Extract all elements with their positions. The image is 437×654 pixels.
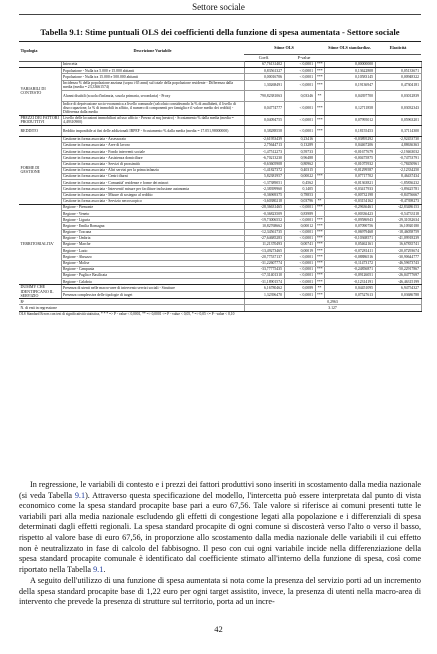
row-description: Regione - Veneto	[61, 211, 244, 217]
col-stime-ols: Stime OLS	[244, 42, 324, 55]
row-standardized: 0,07527613	[324, 292, 375, 299]
row-coefficient: 0,04094755	[244, 115, 284, 126]
row-pvalue: < 0,0001	[284, 126, 315, 137]
row-description: Regione - Campania	[61, 266, 244, 272]
row-description: Popolazione - Nulla tra 15.000 e 500.000 abitanti	[61, 74, 244, 80]
row-elasticity: -2,92453730	[375, 136, 421, 142]
row-elasticity: -42,83486153	[375, 204, 421, 210]
table-footnote: OLS Standard Errors con test di significatività statistica, * * * => P - value < 0,0001, ** => 0,0001 <= P - value < 0,05, * => 0,05 <= P - value < 0,10	[19, 311, 235, 316]
row-elasticity: 0,05963201	[375, 115, 421, 126]
row-elasticity: -1,78450961	[375, 161, 421, 167]
row-elasticity: 0,03012839	[375, 91, 421, 102]
row-pvalue: < 0,0001	[284, 254, 315, 260]
row-standardized: 0,18155453	[324, 126, 375, 137]
row-pvalue: < 0,0001	[284, 266, 315, 272]
row-coefficient: -1,41827372	[244, 167, 284, 173]
row-elasticity: -30,90644777	[375, 254, 421, 260]
table-title: Tabella 9.1: Stime puntuali OLS dei coefficienti della funzione di spesa aumentata - Settore sociale	[40, 27, 400, 37]
header-rule	[19, 14, 421, 15]
row-coefficient: 67,76131402	[244, 62, 284, 68]
row-description: Gestione in forma associata - Misure di sostegno al reddito	[61, 192, 244, 198]
row-coefficient: 0,04774777	[244, 101, 284, 115]
row-standardized: -0,09126051	[324, 272, 375, 278]
n-label: N. di enti in regressione	[19, 305, 244, 311]
row-significance: ***	[317, 205, 323, 210]
row-significance: **	[315, 198, 324, 204]
row-pvalue: < 0,0001	[284, 292, 315, 299]
row-description: Gestione in forma associata - Assessorato	[61, 136, 244, 142]
row-significance: ***	[317, 174, 323, 179]
row-significance: ***	[317, 261, 323, 266]
row-coefficient: 5,82381957	[244, 173, 284, 179]
row-pvalue: 0,00012	[284, 223, 315, 229]
table-row	[19, 126, 421, 137]
row-significance: ***	[317, 74, 323, 79]
row-elasticity: -50,22917867	[375, 266, 421, 272]
row-elasticity: 16,67835741	[375, 242, 421, 248]
row-elasticity: -46,46315199	[375, 279, 421, 285]
row-description: Regione - Liguria	[61, 217, 244, 223]
row-significance: ***	[317, 242, 323, 247]
row-standardized: 0,07995012	[324, 115, 375, 126]
row-description: Gestione in forma associata - Aree di lavoro	[61, 143, 244, 149]
row-standardized: 0,19136947	[324, 80, 375, 91]
page-number: 42	[214, 624, 223, 634]
row-coefficient: -0,36969375	[244, 192, 284, 198]
row-significance: **	[315, 91, 324, 102]
row-description: Regione - Marche	[61, 242, 244, 248]
row-coefficient: -13,49273465	[244, 248, 284, 254]
row-coefficient: -2,38399960	[244, 186, 284, 192]
row-standardized: 0,13622808	[324, 68, 375, 74]
row-standardized: -0,01363821	[324, 180, 375, 186]
row-description: Regione - Emilia Romagna	[61, 223, 244, 229]
row-pvalue: 0,83989	[284, 211, 315, 217]
row-coefficient: -27,64685283	[244, 235, 284, 241]
row-description: Livello delle locazioni immobiliari ad uso ufficio - Prezzo al mq (neutro) - Scostamento % dalla media (media = 4,49310900)	[61, 115, 244, 126]
row-elasticity: -2,12334250	[375, 167, 421, 173]
row-significance: ***	[317, 254, 323, 259]
row-standardized: 0,10583145	[324, 74, 375, 80]
row-standardized: -0,03417933	[324, 186, 375, 192]
row-standardized: -0,00475875	[324, 155, 375, 161]
row-description: Regione - Abruzzo	[61, 254, 244, 260]
row-coefficient: -6,70213230	[244, 155, 284, 161]
row-significance: ***	[315, 80, 324, 91]
row-pvalue: 0,0089	[284, 285, 315, 292]
row-significance: ***	[317, 230, 323, 235]
paragraph-2: A seguito dell'utilizzo di una funzione di spesa aumentata si nota come la presenza del servizio porti ad un incremento della spesa standard procapite base di 1,22 euro per ogni target assistito, invece, la presenza di utenti nella macro-area di intervento che prevede la presenza di strutture sul territorio, porta ad un incre-	[19, 576, 421, 607]
row-coefficient: -3,60380218	[244, 198, 284, 204]
row-significance: ***	[317, 273, 323, 278]
row-elasticity: -20,07293674	[375, 248, 421, 254]
row-pvalue: 0,00022	[284, 173, 315, 179]
row-standardized: -0,07281411	[324, 248, 375, 254]
row-description: Gestione in forma associata - Fondo interventi sociale	[61, 149, 244, 155]
row-description: Incidenza % della popolazione anziana (sopra i 65 anni) sul totale della popolazione residente - Differenza dalla media (media = 23,33661574)	[61, 80, 244, 91]
row-description: Gestione in forma associata - Servizi di prossimità	[61, 161, 244, 167]
row-elasticity: 0,05133671	[375, 68, 421, 74]
row-coefficient: 10,82768662	[244, 223, 284, 229]
row-elasticity: -1,85836232	[375, 180, 421, 186]
row-pvalue: < 0,0001	[284, 260, 315, 266]
row-coefficient: 790,82381063	[244, 91, 284, 102]
n-value: 3.127	[244, 305, 421, 311]
row-description: Gestione in forma associata - Assistenza domiciliare	[61, 155, 244, 161]
row-standardized: -0,01677679	[324, 149, 375, 155]
row-standardized: -0,11473172	[324, 260, 375, 266]
row-coefficient: -12,34561735	[244, 229, 284, 235]
row-coefficient: -31,22607774	[244, 260, 284, 266]
table-row	[19, 115, 421, 126]
row-coefficient: -19,73006552	[244, 217, 284, 223]
running-header: Settore sociale	[192, 2, 245, 12]
row-elasticity: 4,88636363	[375, 143, 421, 149]
row-pvalue: < 0,0001	[284, 80, 315, 91]
row-standardized: 0,12711858	[324, 101, 375, 115]
row-pvalue: < 0,0001	[284, 62, 315, 68]
col-stime-std: Stime OLS standardizz.	[324, 42, 375, 55]
row-pvalue: < 0,0001	[284, 279, 315, 285]
row-description: Popolazione - Nulla tra 5.000 e 15.000 abitanti	[61, 68, 244, 74]
paragraph-1-part-b: ). Attraverso questa specificazione del modello, l'intercetta può essere interpretata dal punto di vista economico come la spesa standard procapite base pari a euro 67,56. Tale valore si riferisce ai comuni presenti tutte le variabili pari alla media nazionale escludendo gli effetti di congestione legati alla popolazione e i differenziali di spesa determinati dagli effetti regionali. La spesa standard procapite di ogni comune si discosterà verso l'alto o verso il basso, rispetto al valore base di euro 67,56, in proporzione allo scostamento dalla media nazionale delle variabili il cui effetto non è neutralizzato in fase di calcolo del fabbisogno. Il peso con cui ogni variabile incide nella differenziazione della spesa standard procapite comunale è identificato dal coefficiente stimato all'interno della funzione di spesa, così come riportato nella Tabella	[19, 490, 421, 574]
row-significance: ***	[315, 115, 324, 126]
row-standardized: -0,08886516	[324, 254, 375, 260]
row-significance: ***	[317, 62, 323, 67]
row-standardized: 0,00000000	[324, 62, 375, 68]
row-description: Regione - Molise	[61, 260, 244, 266]
row-elasticity: 0,03686788	[375, 292, 421, 299]
row-coefficient: -2,61953439	[244, 136, 284, 142]
group-label: REDDITO	[19, 126, 61, 137]
paragraph-1-part-c: .	[103, 564, 106, 574]
row-elasticity: 0,00948322	[375, 74, 421, 80]
row-pvalue: < 0,0001	[284, 217, 315, 223]
row-elasticity: 0,37114300	[375, 126, 421, 137]
row-pvalue: 0,4562	[284, 180, 315, 186]
row-coefficient: -1,47512273	[244, 149, 284, 155]
row-coefficient: 0,83561327	[244, 68, 284, 74]
group-label: FORME DI GESTIONE	[19, 136, 61, 204]
row-description: Gestione in forma associata - Servizio necroscopico	[61, 198, 244, 204]
row-elasticity: -0,74753791	[375, 155, 421, 161]
row-elasticity: 0,47304181	[375, 80, 421, 91]
row-standardized: -0,09586943	[324, 217, 375, 223]
row-coefficient: 1,32396470	[244, 292, 284, 299]
row-standardized: -0,00336423	[324, 211, 375, 217]
row-coefficient: 11,21370493	[244, 242, 284, 248]
row-standardized: -0,24856871	[324, 266, 375, 272]
row-significance: ***	[317, 279, 323, 284]
row-description: Regione - Umbria	[61, 235, 244, 241]
row-pvalue: 0,23416	[284, 136, 315, 142]
table-row	[19, 80, 421, 91]
row-pvalue: 0,13289	[284, 143, 315, 149]
row-coefficient: 2,75644713	[244, 143, 284, 149]
table-row	[19, 91, 421, 102]
row-pvalue: < 0,0001	[284, 229, 315, 235]
row-elasticity: 0,03032343	[375, 101, 421, 115]
row-pvalue: 0,00019	[284, 248, 315, 254]
row-standardized: -0,03895292	[324, 136, 375, 142]
row-coefficient: -33,77775435	[244, 266, 284, 272]
col-coeff: Coeff.	[244, 55, 284, 62]
row-pvalue: 0,03796	[284, 198, 315, 204]
group-label: PREZZI DEI FATTORI PRODUTTIVI	[19, 115, 61, 126]
table-row	[19, 101, 421, 115]
r2-value: 0,2963	[244, 299, 421, 305]
row-coefficient: 1,30268491	[244, 80, 284, 91]
table-row	[19, 285, 421, 292]
row-elasticity: 8,46437434	[375, 173, 421, 179]
row-elasticity: -0,54733118	[375, 211, 421, 217]
row-description: Reddito imponibile ai fini delle addizionali IRPEF - Scostamento % dalla media (media = 17.051,98000000)	[61, 126, 244, 137]
row-standardized: -0,29636461	[324, 204, 375, 210]
row-elasticity: -46,59673743	[375, 260, 421, 266]
col-tipologia: Tipologia	[19, 42, 61, 62]
row-standardized: -0,00732198	[324, 192, 375, 198]
col-descrizione: Descrizione Variabile	[61, 42, 244, 62]
row-description: Presenza di utenti nelle macro-aree di intervento servizi sociali - Strutture	[61, 285, 244, 292]
paragraph-1-part-a: In regressione, le variabili di contesto e i prezzi dei fattori produttivi sono inseriti in scostamento dalla media nazionale (si veda Tabella	[19, 480, 421, 500]
row-standardized: 0,07090756	[324, 223, 375, 229]
row-pvalue: 0,96488	[284, 155, 315, 161]
table-row	[19, 292, 421, 299]
row-description: Gestione in forma associata - Centri diurni	[61, 173, 244, 179]
row-pvalue: < 0,0001	[284, 101, 315, 115]
r2-label: R²	[19, 299, 244, 305]
row-coefficient: -1,37389051	[244, 180, 284, 186]
row-pvalue: < 0,0001	[284, 272, 315, 278]
row-pvalue: 0,40315	[284, 167, 315, 173]
group-label: DUMMY CHE IDENTIFICANO IL SERVIZIO	[19, 285, 61, 299]
row-standardized: 0,04451095	[324, 285, 375, 292]
row-significance: ***	[317, 68, 323, 73]
col-elasticita: Elasticità	[375, 42, 421, 55]
row-significance: ***	[315, 126, 324, 137]
row-significance: ***	[317, 293, 323, 298]
row-pvalue: < 0,0001	[284, 68, 315, 74]
row-standardized: -0,01299587	[324, 167, 375, 173]
row-elasticity: 6,94754327	[375, 285, 421, 292]
row-description: Regione - Piemonte	[61, 204, 244, 210]
row-pvalue: 0,80962	[284, 161, 315, 167]
row-description: Regione - Lazio	[61, 248, 244, 254]
row-standardized: -0,01075932	[324, 161, 375, 167]
row-elasticity: -29,31032634	[375, 217, 421, 223]
row-elasticity: 16,10920180	[375, 223, 421, 229]
row-elasticity: -3,89425781	[375, 186, 421, 192]
row-elasticity: -2,19463032	[375, 149, 421, 155]
row-elasticity: -8,47398273	[375, 198, 421, 204]
row-coefficient: -17,31401310	[244, 272, 284, 278]
row-significance: ***	[317, 223, 323, 228]
row-elasticity: -18,46058759	[375, 229, 421, 235]
row-standardized: 0,04397700	[324, 91, 375, 102]
table-container	[19, 41, 421, 317]
row-standardized: -0,10368571	[324, 235, 375, 241]
row-coefficient: 6,16780462	[244, 285, 284, 292]
row-significance: ***	[317, 217, 323, 222]
row-pvalue: 0,00741	[284, 242, 315, 248]
row-coefficient: 0,00016706	[244, 74, 284, 80]
row-significance: **	[315, 285, 324, 292]
row-standardized: -0,06979468	[324, 229, 375, 235]
row-coefficient: -31,18901574	[244, 279, 284, 285]
col-pvalue: P-value	[284, 55, 324, 62]
paragraph-1	[19, 480, 421, 575]
group-label: VARIABILI DI CONTESTO	[19, 68, 61, 115]
row-pvalue: < 0,0001	[284, 235, 315, 241]
row-standardized: -0,12314191	[324, 279, 375, 285]
row-description: Gestione in forma associata - Interventi/ misure per facilitare inclusione autonomia	[61, 186, 244, 192]
row-description: Alunni disabili (scuola d'infanzia, scuola primaria, secondaria) - Proxy	[61, 91, 244, 102]
row-coefficient: -0,63605908	[244, 161, 284, 167]
row-description: Regione - Calabria	[61, 279, 244, 285]
row-elasticity: -0,84756667	[375, 192, 421, 198]
row-elasticity: -41,09918239	[375, 235, 421, 241]
row-significance: ***	[315, 101, 324, 115]
row-pvalue: 0,03346	[284, 91, 315, 102]
row-description: Regione - Puglia e Basilicata	[61, 272, 244, 278]
row-coefficient: -20,77537137	[244, 254, 284, 260]
row-standardized: 0,07717702	[324, 173, 375, 179]
row-description: Gestione in forma associata - Altri servizi per la prima infanzia	[61, 167, 244, 173]
row-pvalue: 0,1405	[284, 186, 315, 192]
row-description: Regione - Toscana	[61, 229, 244, 235]
table-body	[19, 62, 421, 299]
row-description: Presenza complessiva delle tipologie di target	[61, 292, 244, 299]
row-description: Gestione in forma associata - Comunità' residenze e forme dei minori	[61, 180, 244, 186]
row-significance: ***	[317, 248, 323, 253]
table-reference-link[interactable]: 9.1	[74, 490, 86, 500]
row-significance: ***	[317, 267, 323, 272]
row-pvalue: < 0,0001	[284, 74, 315, 80]
row-description: Intercetta	[61, 62, 244, 68]
row-elasticity: -26,04777697	[375, 272, 421, 278]
row-coefficient: -0,36823509	[244, 211, 284, 217]
row-coefficient: -28,36631465	[244, 204, 284, 210]
row-pvalue: 0,59733	[284, 149, 315, 155]
row-pvalue: < 0,0001	[284, 115, 315, 126]
row-standardized: -0,03154162	[324, 198, 375, 204]
row-standardized: 0,05462161	[324, 242, 375, 248]
row-pvalue: 0,78853	[284, 192, 315, 198]
row-significance: ***	[317, 236, 323, 241]
row-standardized: 0,04467206	[324, 143, 375, 149]
table-reference-link-2[interactable]: 9.1	[93, 564, 104, 574]
row-pvalue: < 0,0001	[284, 204, 315, 210]
group-label: TERRITORIALITA'	[19, 204, 61, 284]
row-description: Indice di deprivazione socio-economica a livello comunale (calcolato considerando la % di analfabeti, il livello di disoccupazione, la % di immobili in affitto, il numero di componenti per famiglia e il valore medio dei redditi) - Differenza dalla media	[61, 101, 244, 115]
row-coefficient: 0,38288558	[244, 126, 284, 137]
coefficients-table	[19, 41, 422, 312]
